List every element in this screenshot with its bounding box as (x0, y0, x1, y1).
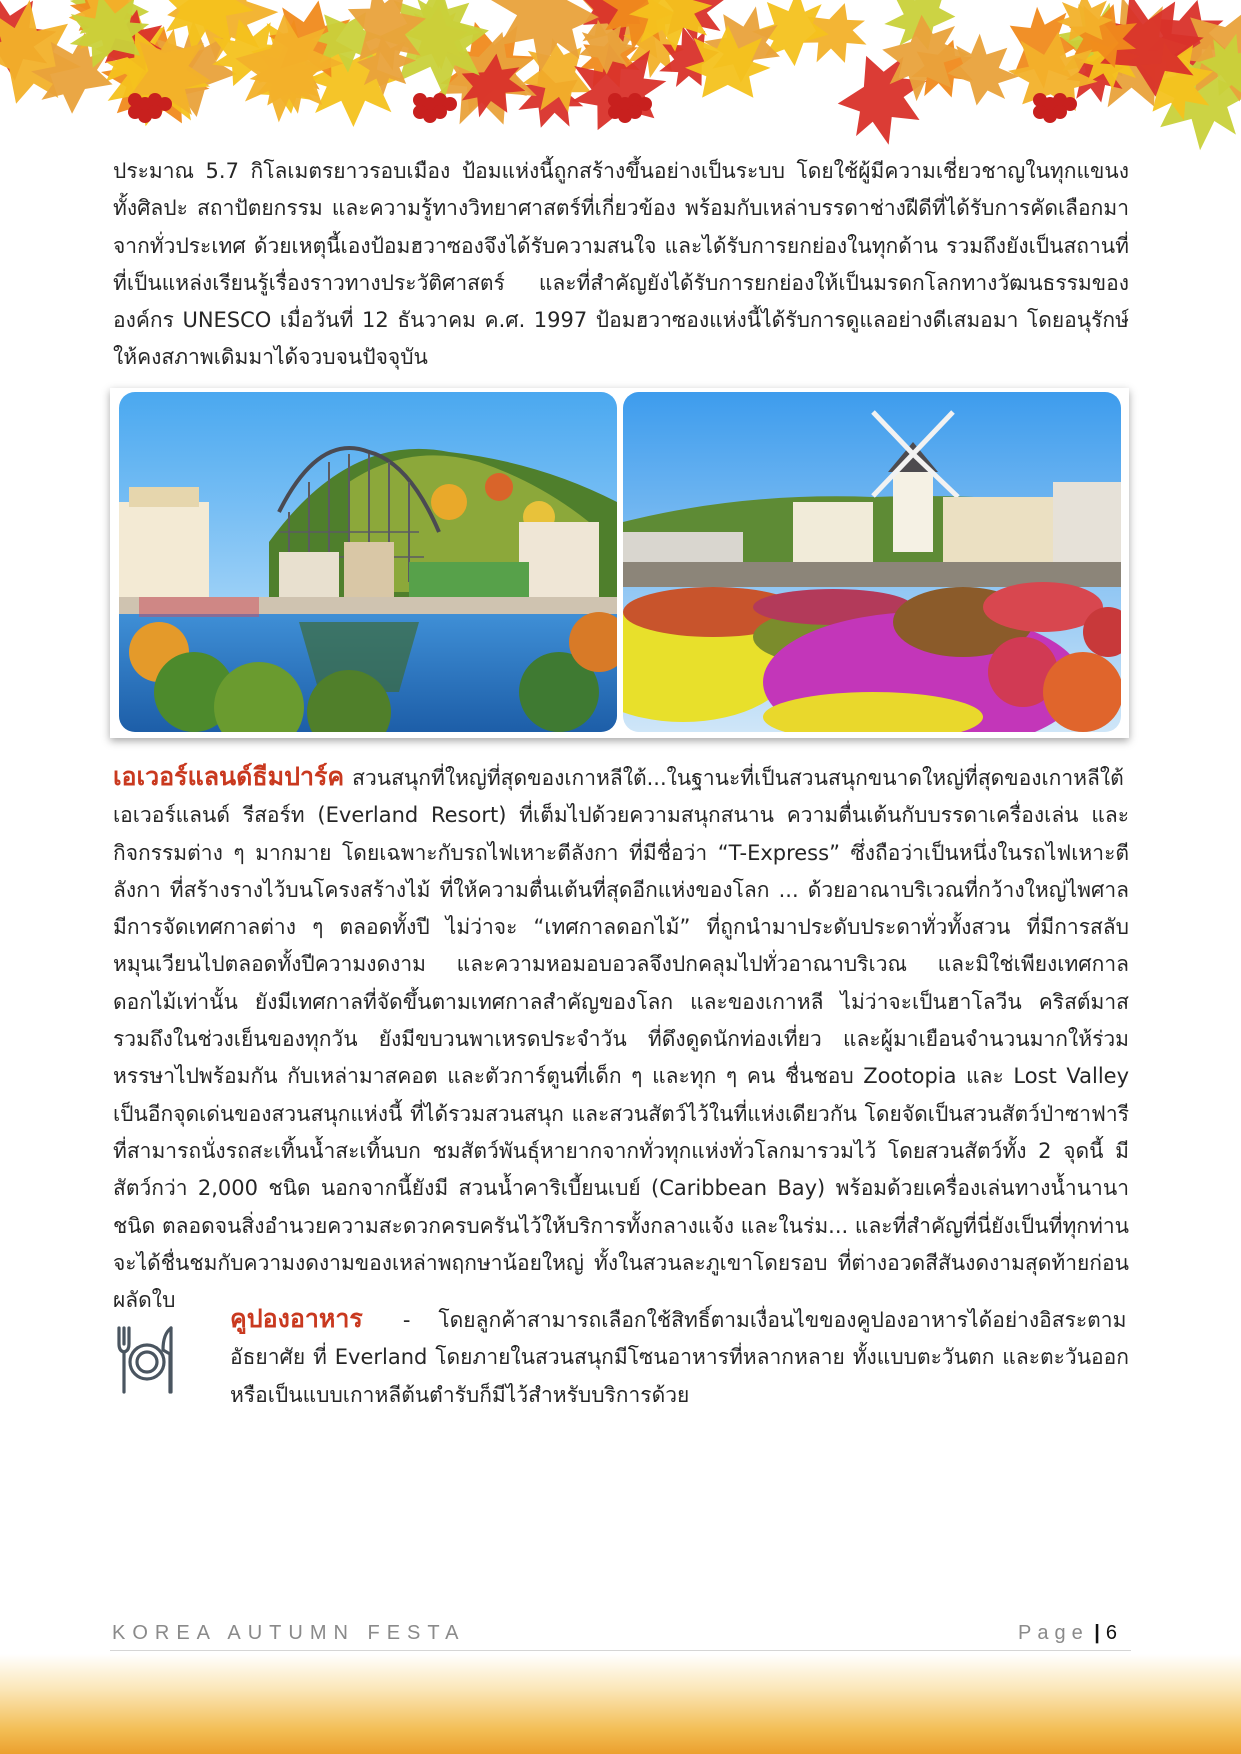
berry (628, 105, 642, 119)
everland-body: สวนสนุกที่ใหญ่ที่สุดของเกาหลีใต้...ในฐานะที่เป็นสวนสนุกขนาดใหญ่ที่สุดของเกาหลีใต้ เอเวอร์แลนด์ รีสอร์ท (Everland Resort) ที่เต็มไปด้วยความสนุกสนาน ความตื่นเต้นกับบรรดาเครื่องเล่น และกิจกรรมต่าง ๆ มากมาย โดยเฉพาะกับรถไฟเหาะตีลังกา ที่มีชื่อว่า “T-Express” ซึ่งถือว่าเป็นหนึ่งในรถไฟเหาะตีลังกา ที่สร้างรางไว้บนโครงสร้างไม้ ที่ให้ความตื่นเต้นที่สุดอีกแห่งของโลก ... ด้วยอาณาบริเวณที่กว้างใหญ่ไพศาล มีการจัดเทศกาลต่าง ๆ ตลอดทั้งปี ไม่ว่าจะ “เทศกาลดอกไม้” ที่ถูกนำมาประดับประดาทั่วทั้งสวน ที่มีการสลับหมุนเวียนไปตลอดทั้งปีความงดงาม และความหอมอบอวลจึงปกคลุมไปทั่วอาณาบริเวณ และมิใช่เพียงเทศกาลดอกไม้เท่านั้น ยังมีเทศกาลที่จัดขึ้นตามเทศกาลสำคัญของโลก และของเกาหลี ไม่ว่าจะเป็นฮาโลวีน คริสต์มาส รวมถึงในช่วงเย็นของทุกวัน ยังมีขบวนพาเหรดประจำวัน ที่ดึงดูดนักท่องเที่ยว และผู้มาเยือนจำนวนมากให้ร่วมหรรษาไปพร้อมกัน กับเหล่ามาสคอต และตัวการ์ตูนที่เด็ก ๆ และทุก ๆ คน ชื่นชอบ Zootopia และ Lost Valley เป็นอีกจุดเด่นของสวนสนุกแห่งนี้ ที่ได้รวมสวนสนุก และสวนสัตว์ไว้ในที่แห่งเดียวกัน โดยจัดเป็นสวนสัตว์ป่าซาฟารี ที่สามารถนั่งรถสะเทิ้นน้ำสะเทิ้นบก ชมสัตว์พันธุ์หายากจากทั่วทุกแห่งทั่วโลกมารวมไว้ โดยสวนสัตว์ทั้ง 2 จุดนี้ มีสัตว์กว่า 2,000 ชนิด นอกจากนี้ยังมี สวนน้ำคาริเบี้ยนเบย์ (Caribbean Bay) พร้อมด้วยเครื่องเล่นทางน้ำนานาชนิด ตลอดจนสิ่งอำนวยความสะดวกครบครันไว้ให้บริการทั้งกลางแจ้ง และในร่ม... และที่สำคัญที่นี่ยังเป็นที่ทุกท่านจะได้ชื่นชมกับความงดงามของเหล่าพฤกษาน้อยใหญ่ ทั้งในสวนละภูเขาโดยรอบ ที่ต่างอวดสีสันงดงามสุดท้ายก่อนผลัดใบ (113, 766, 1129, 1313)
page-separator: | (1094, 1622, 1100, 1644)
plate-fork-knife-icon (113, 1324, 181, 1396)
coupon-heading: คูปองอาหาร (230, 1304, 363, 1333)
intro-paragraph: ประมาณ 5.7 กิโลเมตรยาวรอบเมือง ป้อมแห่งนี้ถูกสร้างขึ้นอย่างเป็นระบบ โดยใช้ผู้มีความเชี่ยวชาญในทุกแขนง ทั้งศิลปะ สถาปัตยกรรม และความรู้ทางวิทยาศาสตร์ที่เกี่ยวข้อง พร้อมกับเหล่าบรรดาช่างฝีดีที่ได้รับการคัดเลือกมาจากทั่วประเทศ ด้วยเหตุนี้เองป้อมฮวาซองจึงได้รับความสนใจ และได้รับการยกย่องในทุกด้าน รวมถึงยังเป็นสถานที่ที่เป็นแหล่งเรียนรู้เรื่องราวทางประวัติศาสตร์ และที่สำคัญยังได้รับการยกย่องให้เป็นมรดกโลกทางวัฒนธรรมขององค์กร UNESCO เมื่อวันที่ 12 ธันวาคม ค.ศ. 1997 ป้อมฮวาซองแห่งนี้ได้รับการดูแลอย่างดีเสมอมา โดยอนุรักษ์ให้คงสภาพเดิมมาได้จวบจนปัจจุบัน (113, 159, 1129, 370)
berry (433, 105, 447, 119)
coupon-body: โดยลูกค้าสามารถเลือกใช้สิทธิ์ตามเงื่อนไขของคูปองอาหารได้อย่างอิสระตามอัธยาศัย ที่ Everland โดยภายในสวนสนุกมีโซนอาหารที่หลากหลาย ทั้งแบบตะวันตก และตะวันออก หรือเป็นแบบเกาหลีต้นตำรับก็มีไว้สำหรับบริการด้วย (230, 1308, 1129, 1407)
page-footer (110, 1620, 1131, 1651)
everland-rollercoaster-photo (119, 392, 617, 732)
everland-paragraph (113, 758, 1129, 1319)
page-label: Page (1017, 1622, 1089, 1644)
coupon-dash: - (402, 1308, 411, 1332)
coupon-paragraph (230, 1300, 1129, 1414)
bottom-gradient-band (0, 1654, 1241, 1754)
berry (148, 105, 162, 119)
photo-collage (110, 388, 1129, 738)
page-indicator (1018, 1622, 1117, 1645)
everland-heading: เอเวอร์แลนด์ธีมปาร์ค (113, 762, 345, 791)
berry (1053, 105, 1067, 119)
autumn-leaves-banner (0, 0, 1241, 160)
page-number: 6 (1105, 1622, 1117, 1644)
footer-title: KOREA AUTUMN FESTA (112, 1622, 466, 1644)
everland-flower-garden-photo (623, 392, 1121, 732)
